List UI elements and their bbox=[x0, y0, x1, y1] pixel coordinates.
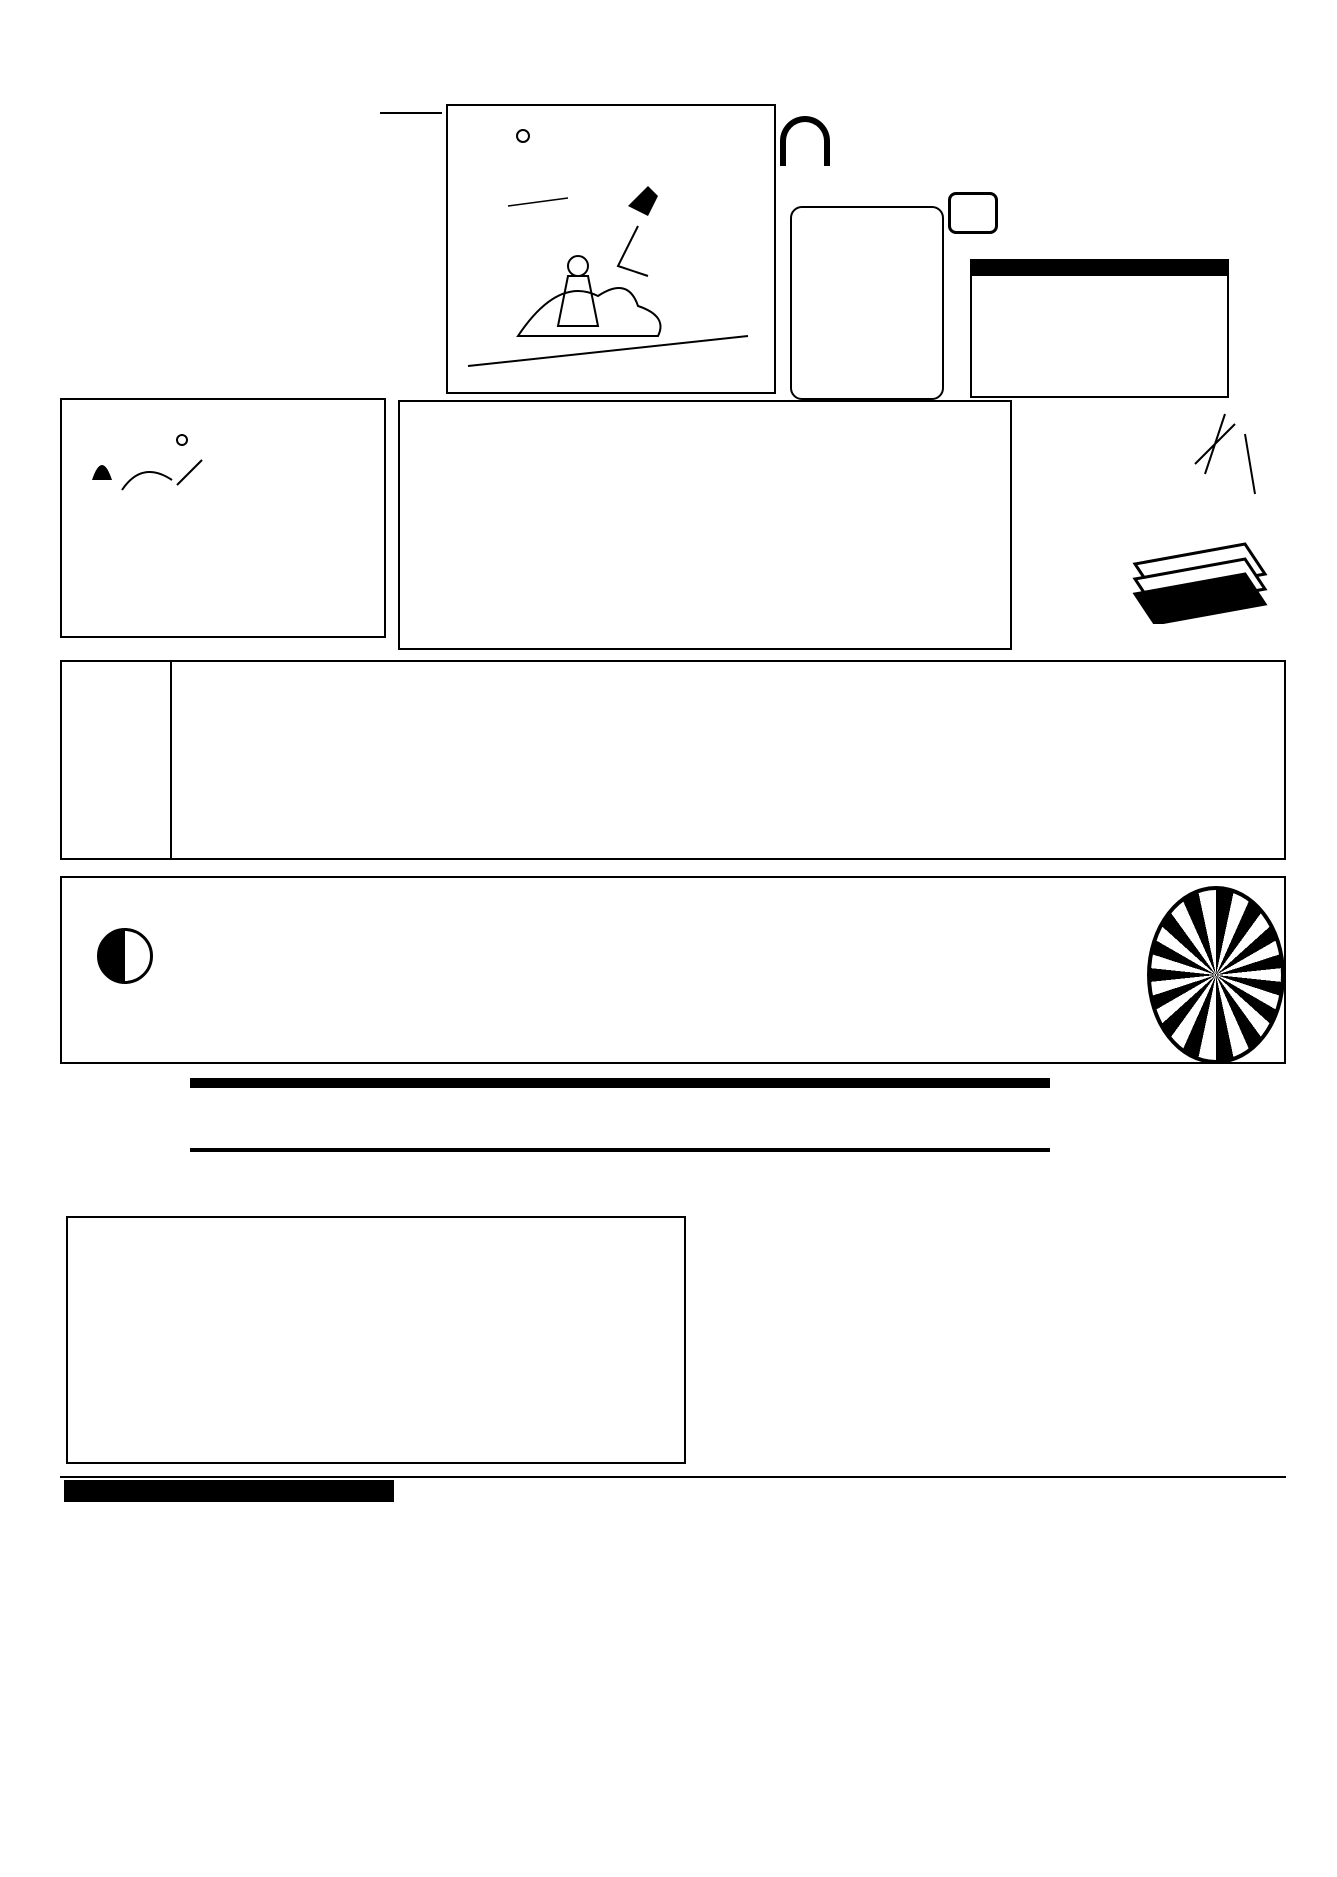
shout-tag bbox=[380, 112, 442, 114]
bazi-panel bbox=[60, 876, 1286, 1064]
zodiac-grid bbox=[170, 662, 1286, 858]
scene-illustration bbox=[448, 106, 774, 392]
shout-panel bbox=[380, 112, 442, 255]
compass-illustration bbox=[1147, 886, 1285, 1064]
bazi-image bbox=[72, 888, 212, 1058]
history-title bbox=[64, 1480, 394, 1502]
riddle-panel bbox=[60, 398, 386, 638]
books-illustration bbox=[1125, 404, 1275, 624]
top-brand-strip bbox=[30, 70, 1315, 88]
riddle-picture bbox=[446, 104, 776, 394]
brand-logo-icon bbox=[780, 116, 830, 166]
main-forecast-panel bbox=[398, 400, 1012, 650]
yin-yang-icon bbox=[97, 928, 153, 984]
left-brand-strip bbox=[30, 95, 56, 1820]
xuanmen-title bbox=[190, 1078, 1050, 1152]
brand-seal-icon bbox=[948, 192, 998, 234]
zodiac-wheel bbox=[940, 1148, 1260, 1468]
right-brand-strip bbox=[1295, 95, 1321, 1820]
wheel-svg bbox=[940, 1148, 1260, 1468]
gate-table-panel bbox=[62, 96, 372, 98]
fire-panel bbox=[1005, 404, 1295, 644]
song-table bbox=[66, 1216, 686, 1464]
bottom-brand-strip bbox=[30, 1826, 1315, 1844]
poem-scroll bbox=[790, 206, 944, 400]
brand-panel bbox=[780, 96, 1290, 396]
zodiac-panel bbox=[60, 660, 1286, 860]
riddle-thumbnail bbox=[82, 430, 222, 500]
history-panel bbox=[60, 1476, 1286, 1823]
calendar bbox=[970, 259, 1229, 398]
